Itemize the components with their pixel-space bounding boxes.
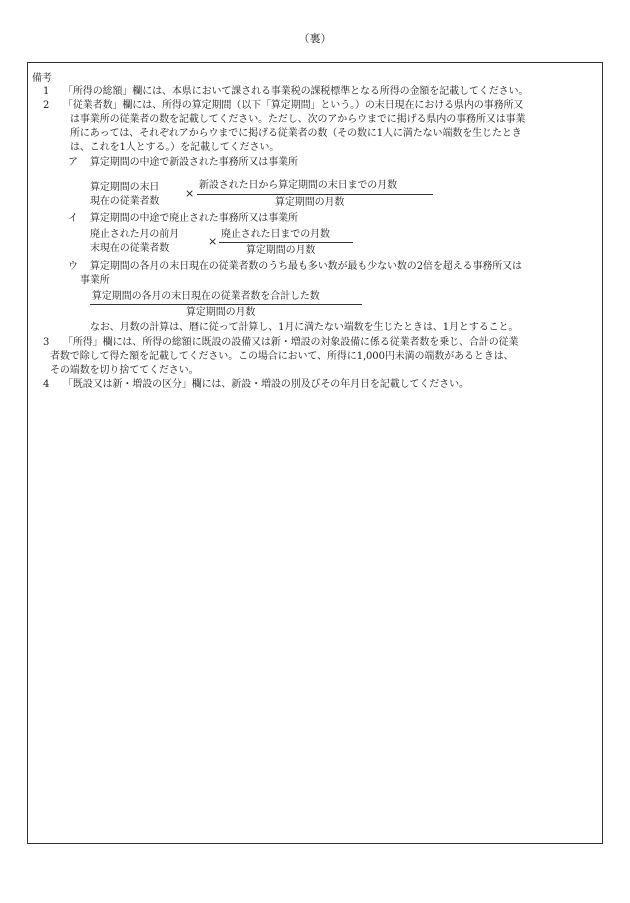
subitem-a-mark: ア	[68, 157, 78, 168]
formula-i-fraction-bar	[219, 242, 353, 243]
formula-u-fraction-bar	[90, 304, 362, 305]
formula-i-left-line1: 廃止された月の前月	[90, 229, 180, 240]
note-1-text: 「所得の総額」欄には、本県において課される事業税の課税標準となる所得の金額を記載してください。	[63, 86, 529, 97]
formula-u-denominator: 算定期間の月数	[186, 307, 256, 318]
notes-heading: 備考	[32, 73, 52, 84]
subitem-u-text-line2: 事業所	[80, 275, 110, 286]
formula-a-fraction-bar	[197, 194, 433, 195]
note-3-text-line2: 者数で除して得た額を記載してください。この場合において、所得に1,000円未満の端数があるときは、	[50, 351, 514, 362]
formula-a-denominator: 算定期間の月数	[275, 197, 345, 208]
formula-a-times-sign: ×	[185, 187, 195, 200]
formula-i-left-line2: 末現在の従業者数	[90, 243, 170, 254]
formula-a-left-line1: 算定期間の末日	[90, 182, 160, 193]
formula-a-left-line2: 現在の従業者数	[90, 196, 160, 207]
subitem-i-text: 算定期間の中途で廃止された事務所又は事業所	[90, 213, 298, 224]
note-2-text-line1: 「従業者数」欄には、所得の算定期間（以下「算定期間」という。）の末日現在における県内の事務所又	[63, 100, 524, 111]
subitem-a-text: 算定期間の中途で新設された事務所又は事業所	[90, 157, 298, 168]
note-number-2: 2	[43, 100, 50, 111]
subitem-u-text-line1: 算定期間の各月の末日現在の従業者数のうち最も多い数が最も少ない数の2倍を超える事務所又は	[90, 261, 522, 272]
note-number-1: 1	[43, 86, 50, 97]
note-2-text-line3: 所にあっては、それぞれアからウまでに掲げる従業者の数（その数に1人に満たない端数を生じたとき	[70, 128, 522, 139]
formula-i-numerator: 廃止された日までの月数	[221, 229, 330, 240]
formula-a-numerator: 新設された日から算定期間の末日までの月数	[199, 180, 397, 191]
page-side-label: （裏）	[298, 32, 332, 45]
formula-i-times-sign: ×	[208, 235, 218, 248]
month-calculation-note: なお、月数の計算は、暦に従って計算し、1月に満たない端数を生じたときは、1月とすること。	[90, 322, 519, 333]
formula-i-denominator: 算定期間の月数	[246, 245, 316, 256]
subitem-u-mark: ウ	[68, 261, 78, 272]
note-4-text: 「既設又は新・増設の区分」欄には、新設・増設の別及びその年月日を記載してください。	[63, 379, 469, 390]
notes-box	[27, 62, 603, 844]
note-number-3: 3	[43, 337, 50, 348]
note-3-text-line3: その端数を切り捨ててください。	[50, 365, 199, 376]
note-2-text-line4: は、これを1人とする。）を記載してください。	[70, 142, 280, 153]
note-number-4: 4	[43, 379, 50, 390]
note-3-text-line1: 「所得」欄には、所得の総額に既設の設備又は新・増設の対象設備に係る従業者数を乗じ、合計の従業	[63, 337, 519, 348]
formula-u-numerator: 算定期間の各月の末日現在の従業者数を合計した数	[92, 291, 320, 302]
subitem-i-mark: イ	[68, 213, 78, 224]
note-2-text-line2: は事業所の従業者の数を記載してください。ただし、次のアからウまでに掲げる県内の事務所又は事業	[70, 114, 526, 125]
